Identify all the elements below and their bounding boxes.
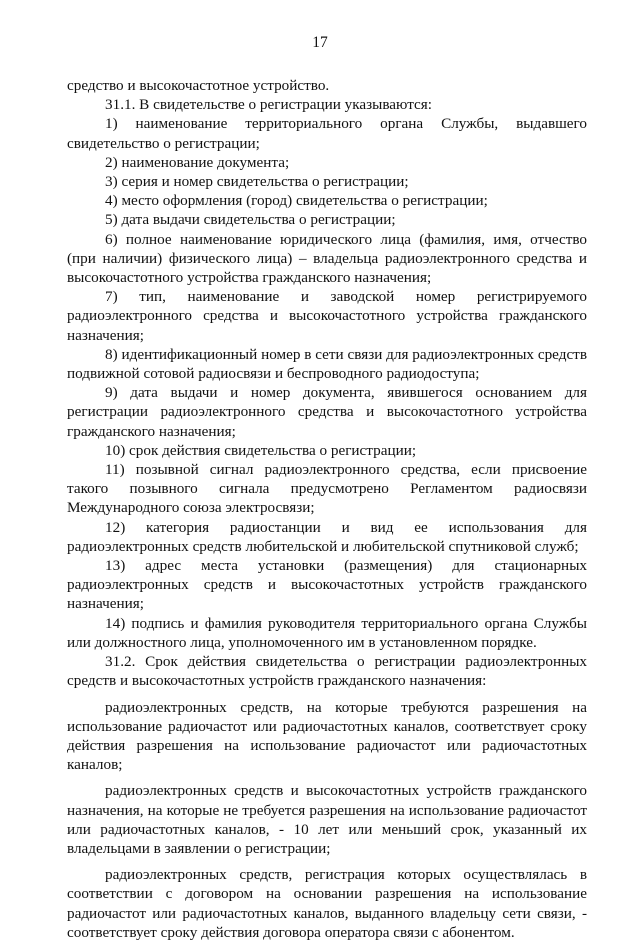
validity-clause-2: радиоэлектронных средств и высокочастотных устройств гражданского назначения, на которые не требуется разрешения на использование радиочастот или радиочастотных каналов, - 10 лет или меньший срок, указанный их владельцами в заявлении о регистрации;	[67, 782, 587, 857]
paragraph-31-2: 31.2. Срок действия свидетельства о регистрации радиоэлектронных средств и высокочастотных устройств гражданского назначения:	[67, 653, 587, 690]
validity-clause-1: радиоэлектронных средств, на которые требуются разрешения на использование радиочастот или радиочастотных каналов, соответствует сроку действия разрешения на использование радиочастот или радиочастотных каналов;	[67, 698, 587, 774]
list-item-6: 6) полное наименование юридического лица (фамилия, имя, отчество (при наличии) физического лица) – владельца радиоэлектронного средства и высокочастотного устройства гражданского назначения;	[67, 230, 587, 287]
paragraph-continuation: средство и высокочастотное устройство.	[67, 77, 330, 94]
list-item-10: 10) срок действия свидетельства о регистрации;	[105, 441, 417, 459]
list-item-3: 3) серия и номер свидетельства о регистрации;	[105, 173, 409, 191]
list-item-12: 12) категория радиостанции и вид ее использования для радиоэлектронных средств любительской и любительской спутниковой служб;	[67, 518, 587, 555]
list-item-11: 11) позывной сигнал радиоэлектронного средства, если присвоение такого позывного сигнала предусмотрено Регламентом радиосвязи Международного союза электросвязи;	[67, 461, 587, 517]
page-number: 17	[312, 34, 328, 51]
list-item-2: 2) наименование документа;	[105, 153, 290, 171]
list-item-13: 13) адрес места установки (размещения) для стационарных радиоэлектронных средств и высокочастотных устройств гражданского назначения;	[67, 557, 587, 613]
list-item-14: 14) подпись и фамилия руководителя территориального органа Службы или должностного лица, уполномоченного им в установленном порядке.	[67, 614, 587, 651]
document-body	[67, 76, 587, 942]
list-item-7: 7) тип, наименование и заводской номер регистрируемого радиоэлектронного средства и высокочастотного устройства гражданского назначения;	[67, 288, 587, 344]
list-item-4: 4) место оформления (город) свидетельства о регистрации;	[105, 192, 488, 210]
validity-clause-3: радиоэлектронных средств, регистрация которых осуществлялась в соответствии с договором на основании разрешения на использование радиочастот или радиочастотных каналов, выданного владельцу сети связи, - соответствует сроку действия договора оператора связи с абонентом.	[67, 866, 587, 941]
list-item-5: 5) дата выдачи свидетельства о регистрации;	[105, 211, 396, 229]
paragraph-31-1-heading: 31.1. В свидетельстве о регистрации указываются:	[105, 96, 432, 114]
list-item-9: 9) дата выдачи и номер документа, явившегося основанием для регистрации радиоэлектронного средства и высокочастотного устройства гражданского назначения;	[67, 384, 587, 440]
list-item-1: 1) наименование территориального органа Службы, выдавшего свидетельство о регистрации;	[67, 115, 587, 152]
list-item-8: 8) идентификационный номер в сети связи для радиоэлектронных средств подвижной сотовой радиосвязи и беспроводного радиодоступа;	[67, 345, 587, 383]
